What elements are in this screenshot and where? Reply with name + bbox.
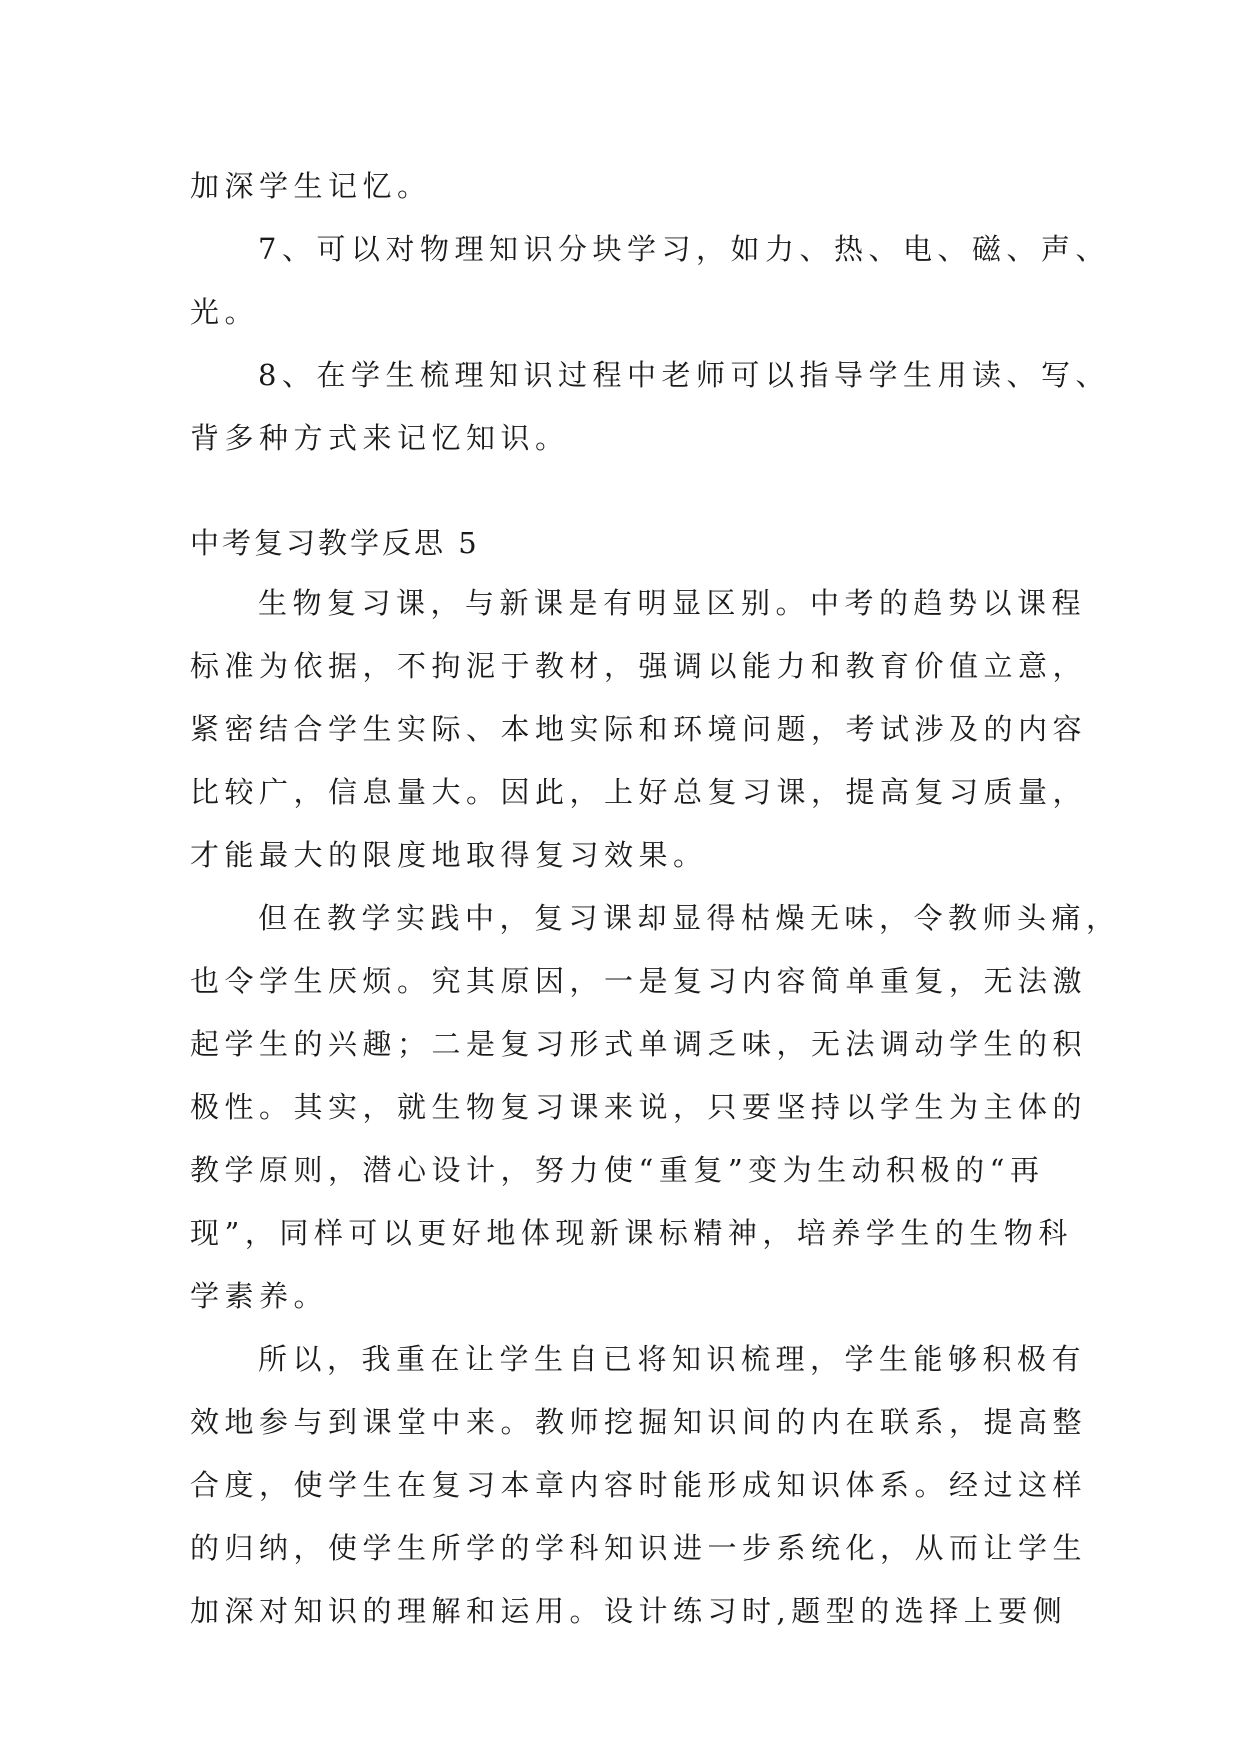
- section-title: 中考复习教学反思 5: [190, 526, 480, 560]
- text-line: 加深学生记忆。: [190, 169, 432, 203]
- paragraph-1-line: 紧密结合学生实际、本地实际和环境问题，考试涉及的内容: [190, 712, 1088, 746]
- paragraph-3-line: 合度，使学生在复习本章内容时能形成知识体系。经过这样: [190, 1468, 1088, 1502]
- paragraph-2-line: 起学生的兴趣；二是复习形式单调乏味，无法调动学生的积: [190, 1027, 1088, 1061]
- list-item-8: 8、在学生梳理知识过程中老师可以指导学生用读、写、: [258, 358, 1110, 392]
- paragraph-1-line: 比较广，信息量大。因此，上好总复习课，提高复习质量，: [190, 775, 1088, 809]
- text-line: 光。: [190, 295, 260, 329]
- paragraph-3-line: 的归纳，使学生所学的学科知识进一步系统化，从而让学生: [190, 1531, 1088, 1565]
- paragraph-3-line: 所以，我重在让学生自已将知识梳理，学生能够积极有: [258, 1342, 1087, 1376]
- list-item-7: 7、可以对物理知识分块学习，如力、热、电、磁、声、: [258, 232, 1110, 266]
- paragraph-3-line: 加深对知识的理解和运用。设计练习时,题型的选择上要侧: [190, 1594, 1068, 1628]
- paragraph-1-line: 标准为依据，不拘泥于教材，强调以能力和教育价值立意，: [190, 649, 1088, 683]
- paragraph-2-line: 教学原则，潜心设计，努力使“重复”变为生动积极的“再: [190, 1153, 1045, 1187]
- paragraph-3-line: 效地参与到课堂中来。教师挖掘知识间的内在联系，提高整: [190, 1405, 1088, 1439]
- paragraph-1-line: 生物复习课，与新课是有明显区别。中考的趋势以课程: [258, 586, 1087, 620]
- paragraph-2-line: 也令学生厌烦。究其原因，一是复习内容简单重复，无法激: [190, 964, 1088, 998]
- paragraph-2-line: 现”，同样可以更好地体现新课标精神，培养学生的生物科: [190, 1216, 1073, 1250]
- paragraph-1-line: 才能最大的限度地取得复习效果。: [190, 838, 708, 872]
- text-line: 背多种方式来记忆知识。: [190, 421, 570, 455]
- paragraph-2-line: 极性。其实，就生物复习课来说，只要坚持以学生为主体的: [190, 1090, 1088, 1124]
- paragraph-2-line: 但在教学实践中，复习课却显得枯燥无味，令教师头痛，: [258, 901, 1121, 935]
- paragraph-2-line: 学素养。: [190, 1279, 329, 1313]
